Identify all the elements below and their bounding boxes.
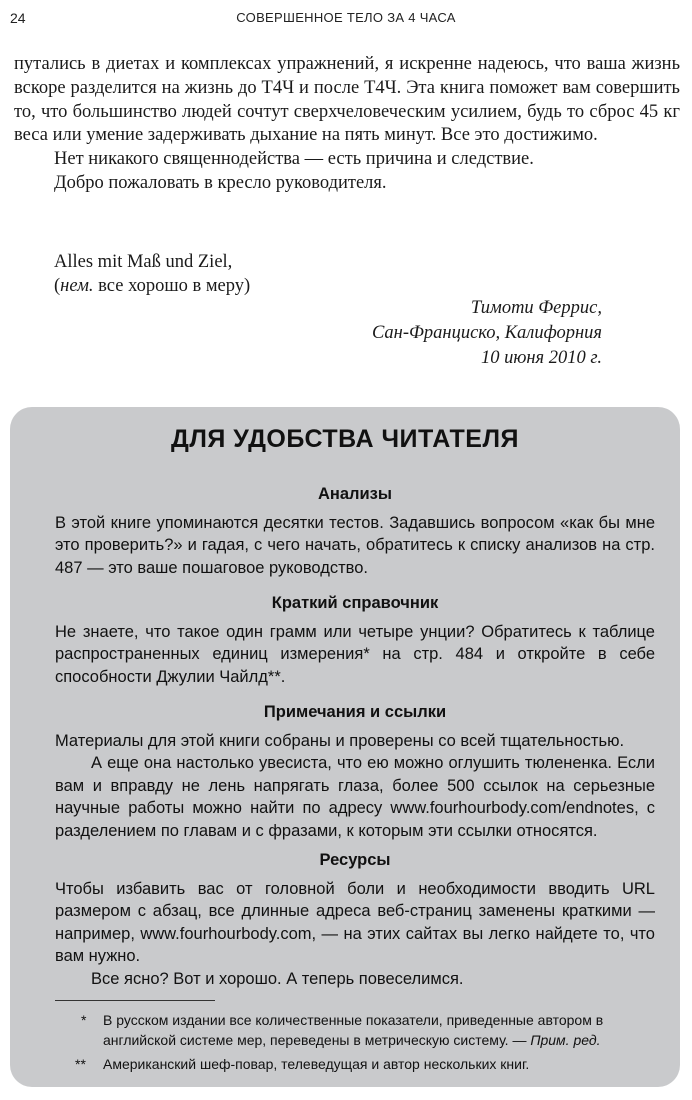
quote-line: Alles mit Maß und Ziel, [54,252,233,272]
body-paragraph: Нет никакого священнодейства — есть причина и следствие. [54,149,534,170]
section-paragraph: Материалы для этой книги собраны и проверены со всей тщательностью. [55,731,625,750]
section-notes-references [55,701,655,842]
signature-date: 10 июня 2010 г. [480,348,602,368]
section-heading: Примечания и ссылки [263,703,447,721]
page-header [0,0,692,40]
language-abbr: нем. [60,276,94,296]
footnote [55,1010,655,1050]
epigraph-quote [54,250,250,298]
running-title: СОВЕРШЕННОЕ ТЕЛО ЗА 4 ЧАСА [236,10,456,25]
signature-place: Сан-Франциско, Калифорния [371,323,602,343]
section-paragraph: Не знаете, что такое один грамм или четыре унции? Обратитесь к таблице распространенных единиц измерения* на стр. 484 и откройте в себе способности Джулии Чайлд**. [55,622,655,686]
section-heading: Краткий справочник [271,594,439,612]
footnote-text: Американский шеф-повар, телеведущая и автор нескольких книг. [103,1056,530,1072]
footnote [55,1054,655,1074]
footnotes [55,1010,655,1074]
box-title: ДЛЯ УДОБСТВА ЧИТАТЕЛЯ [171,425,519,453]
footnote-text: В русском издании все количественные показатели, приведенные автором в английской системе мер, переведены в метрическую систему. — [103,1012,604,1048]
editor-note: Прим. ред. [530,1032,601,1048]
section-quick-reference [55,592,655,688]
section-paragraph: А еще она настолько увесиста, что ею можно оглушить тюлененка. Если вам и вправду не лень напрягать глаза, более 500 ссылок на серьезные научные работы можно найти по адресу www.fourhourbody.com/endnotes, с разделением по главам и с фразами, к которым эти ссылки относятся. [55,754,655,840]
signature [372,296,602,371]
section-resources [55,849,655,990]
signature-name: Тимоти Феррис, [470,298,602,318]
footnote-mark: * [81,1012,87,1028]
section-heading: Ресурсы [319,851,391,869]
body-paragraph: путались в диетах и комплексах упражнений, я искренне надеюсь, что ваша жизнь вскоре разделится на жизнь до Т4Ч и после Т4Ч. Эта книга поможет вам совершить то, что большинство людей сочтут сверхчеловеческим усилием, будь то сброс 45 кг веса или умение задерживать дыхание на пять минут. Все это достижимо. [14,54,680,146]
section-analyses [55,483,655,579]
section-paragraph: Все ясно? Вот и хорошо. А теперь повеселимся. [91,969,464,988]
footnote-divider [55,1000,215,1001]
section-paragraph: В этой книге упоминаются десятки тестов. Задавшись вопросом «как бы мне это проверить?» и гадая, с чего начать, обратитесь к списку анализов на стр. 487 — это ваше пошаговое руководство. [55,513,655,577]
reader-convenience-box [10,407,680,1087]
page-number: 24 [10,10,26,26]
section-paragraph: Чтобы избавить вас от головной боли и необходимости вводить URL размером с абзац, все длинные адреса веб-страниц заменены краткими — например, www.fourhourbody.com, — на этих сайтах вы легко найдете то, что вам нужно. [55,879,655,965]
footnote-mark: ** [75,1056,86,1072]
body-paragraph: Добро пожаловать в кресло руководителя. [54,172,387,193]
body-text [14,53,680,196]
quote-translation: (нем. все хорошо в меру) [54,276,251,296]
section-heading: Анализы [318,485,392,503]
